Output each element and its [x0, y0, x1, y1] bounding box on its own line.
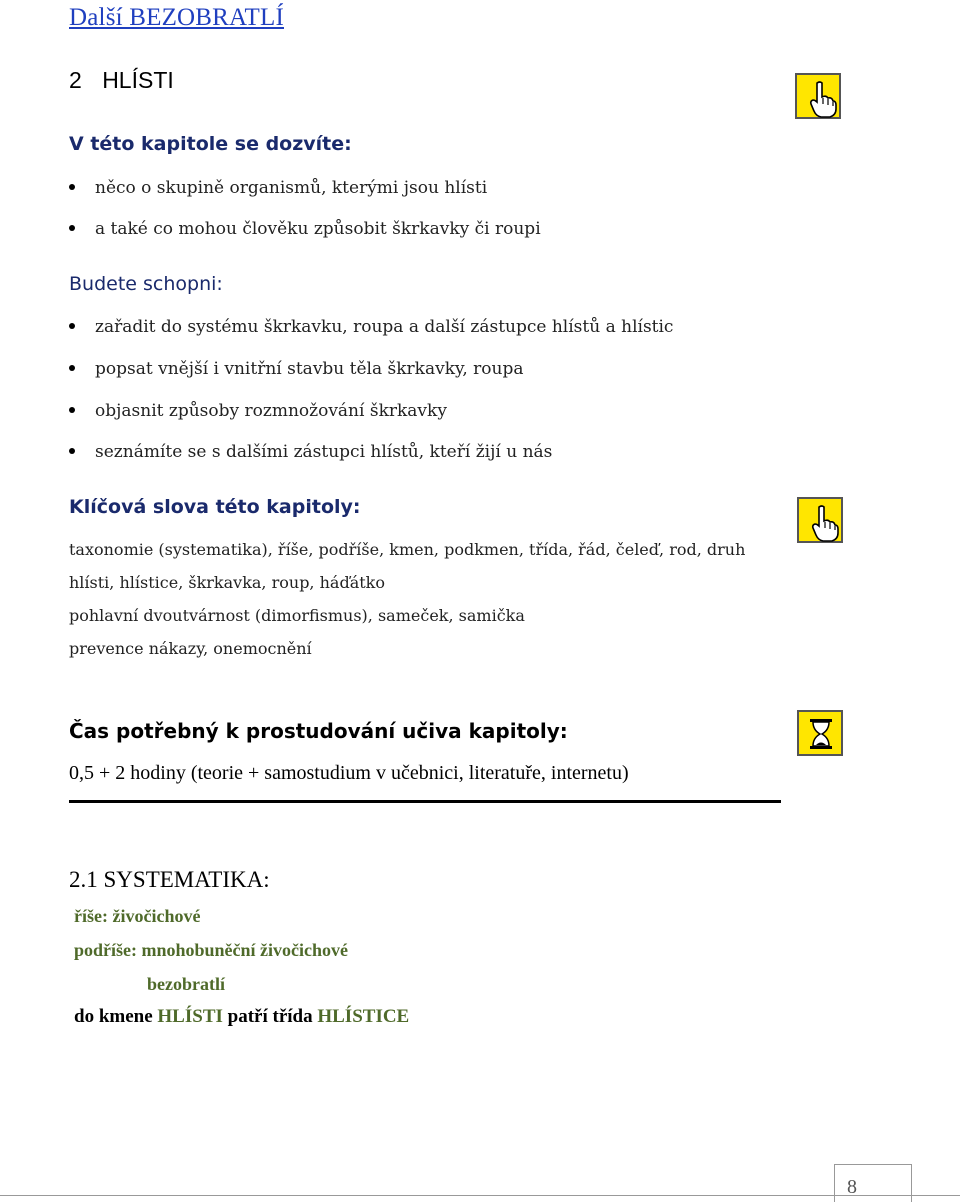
top-nav-link[interactable]: Další BEZOBRATLÍ — [69, 4, 284, 31]
list-item — [69, 442, 552, 462]
bullet-icon — [69, 448, 75, 454]
footer-divider — [0, 1195, 960, 1196]
list-item-text: seznámíte se s dalšími zástupci hlístů, kteří žijí u nás — [95, 442, 553, 462]
bullet-icon — [69, 225, 75, 231]
list-item-text: a také co mohou člověku způsobit škrkavky či roupi — [95, 219, 541, 239]
section-heading: 2.1 SYSTEMATIKA: — [69, 867, 270, 892]
hourglass-icon — [797, 710, 843, 756]
class-name: HLÍSTICE — [317, 1006, 410, 1027]
pointing-finger-icon — [795, 73, 841, 119]
chapter-title: HLÍSTI — [102, 67, 174, 93]
phylum-phrase-1: do kmene — [74, 1006, 153, 1027]
list-item-text: něco o skupině organismů, kterými jsou hlísti — [95, 178, 488, 198]
time-heading: Čas potřebný k prostudování učiva kapitoly: — [69, 719, 568, 743]
phylum-phrase-2: patří třída — [227, 1006, 313, 1027]
bullet-icon — [69, 365, 75, 371]
group-line: bezobratlí — [147, 974, 225, 994]
learn-heading: V této kapitole se dozvíte: — [69, 133, 352, 155]
subkingdom-line: podříše: mnohobuněční živočichové — [74, 940, 349, 960]
divider — [69, 800, 781, 803]
chapter-heading — [69, 67, 174, 94]
page-number: 8 — [847, 1176, 857, 1198]
bullet-icon — [69, 184, 75, 190]
phylum-line — [74, 1006, 409, 1028]
time-estimate: 0,5 + 2 hodiny (teorie + samostudium v učebnici, literatuře, internetu) — [69, 762, 629, 784]
list-item-text: popsat vnější i vnitřní stavbu těla škrkavky, roupa — [95, 359, 524, 379]
phylum-name: HLÍSTI — [157, 1006, 223, 1027]
able-heading: Budete schopni: — [69, 273, 223, 295]
list-item-text: objasnit způsoby rozmnožování škrkavky — [95, 401, 447, 421]
list-item-text: zařadit do systému škrkavku, roupa a další zástupce hlístů a hlístic — [95, 317, 674, 337]
list-item — [69, 219, 541, 239]
list-item — [69, 401, 447, 421]
bullet-icon — [69, 323, 75, 329]
kingdom-line: říše: živočichové — [74, 906, 201, 926]
list-item — [69, 317, 673, 337]
keywords-heading: Klíčová slova této kapitoly: — [69, 496, 361, 518]
keyword-line: pohlavní dvoutvárnost (dimorfismus), sameček, samička — [69, 606, 525, 625]
pointing-finger-icon — [797, 497, 843, 543]
keyword-line: prevence nákazy, onemocnění — [69, 639, 312, 658]
chapter-number: 2 — [69, 67, 82, 93]
bullet-icon — [69, 407, 75, 413]
keyword-line: taxonomie (systematika), říše, podříše, kmen, podkmen, třída, řád, čeleď, rod, druh — [69, 540, 746, 559]
list-item — [69, 359, 524, 379]
list-item — [69, 178, 487, 198]
keyword-line: hlísti, hlístice, škrkavka, roup, háďátko — [69, 573, 385, 592]
